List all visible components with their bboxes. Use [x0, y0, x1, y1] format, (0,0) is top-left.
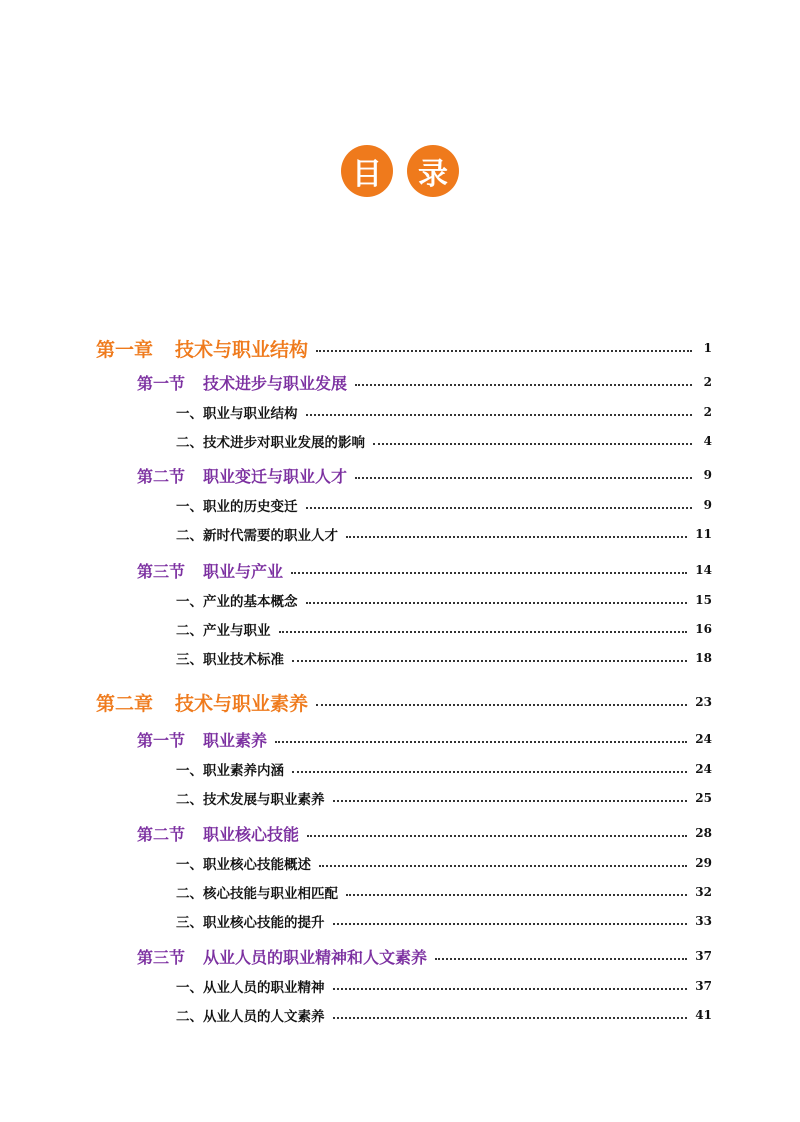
- dot-leader: [306, 507, 693, 509]
- heading-char-circle: 目: [341, 145, 393, 197]
- page-number: 41: [695, 1008, 712, 1022]
- section-title: 技术进步与职业发展: [203, 373, 348, 393]
- toc-section-label: [137, 822, 299, 845]
- toc-item-row[interactable]: [176, 909, 712, 933]
- page-number: 24: [695, 732, 712, 746]
- page-number: 9: [703, 468, 712, 482]
- toc-item-label: 三、职业核心技能的提升: [176, 915, 325, 931]
- section-number: 第三节: [137, 561, 186, 581]
- section-number: 第一节: [137, 730, 186, 750]
- toc-section-label: [137, 464, 347, 487]
- dot-leader: [333, 1017, 688, 1019]
- section-number: 第二节: [137, 824, 186, 844]
- dot-leader: [316, 704, 687, 706]
- toc-item-row[interactable]: [176, 880, 712, 904]
- toc-section-label: [137, 945, 427, 968]
- dot-leader: [306, 414, 693, 416]
- page-number: 32: [695, 885, 712, 899]
- toc-item-label: 二、技术进步对职业发展的影响: [176, 435, 365, 451]
- toc-section-row[interactable]: [137, 944, 712, 968]
- toc-item-label: 一、职业核心技能概述: [176, 857, 311, 873]
- dot-leader: [292, 660, 687, 662]
- section-title: 从业人员的职业精神和人文素养: [203, 947, 428, 967]
- toc-item-row[interactable]: [176, 646, 712, 670]
- heading-char-circle: 录: [407, 145, 459, 197]
- dot-leader: [306, 602, 688, 604]
- page-number: 14: [695, 563, 712, 577]
- dot-leader: [346, 894, 687, 896]
- toc-item-label: 一、职业与职业结构: [176, 406, 298, 422]
- toc-section-row[interactable]: [137, 463, 712, 487]
- dot-leader: [307, 835, 687, 837]
- dot-leader: [435, 958, 687, 960]
- toc-chapter-label: [96, 335, 308, 362]
- section-title: 职业素养: [203, 730, 268, 750]
- dot-leader: [333, 800, 688, 802]
- toc-section-row[interactable]: [137, 558, 712, 582]
- page-number: 33: [695, 914, 712, 928]
- chapter-number: 第一章: [96, 338, 154, 361]
- page-number: 28: [695, 826, 712, 840]
- toc-item-label: 二、从业人员的人文素养: [176, 1009, 325, 1025]
- toc-item-label: 一、职业的历史变迁: [176, 499, 298, 515]
- toc-item-label: 二、新时代需要的职业人才: [176, 528, 338, 544]
- chapter-number: 第二章: [96, 692, 154, 715]
- page-number: 18: [695, 651, 712, 665]
- toc-section-row[interactable]: [137, 821, 712, 845]
- toc-item-row[interactable]: [176, 974, 712, 998]
- toc-item-row[interactable]: [176, 1003, 712, 1027]
- dot-leader: [373, 443, 692, 445]
- page-number: 23: [695, 695, 712, 709]
- page-number: 1: [703, 341, 712, 355]
- page-number: 25: [695, 791, 712, 805]
- dot-leader: [355, 477, 692, 479]
- toc-item-label: 一、从业人员的职业精神: [176, 980, 325, 996]
- page-number: 29: [695, 856, 712, 870]
- dot-leader: [279, 631, 688, 633]
- section-number: 第二节: [137, 466, 186, 486]
- toc-section-row[interactable]: [137, 370, 712, 394]
- dot-leader: [316, 350, 692, 352]
- page-number: 24: [695, 762, 712, 776]
- toc-section-label: [137, 559, 283, 582]
- toc-section-row[interactable]: [137, 727, 712, 751]
- page-number: 2: [703, 375, 712, 389]
- toc-item-label: 三、职业技术标准: [176, 652, 284, 668]
- toc-item-row[interactable]: [176, 617, 712, 641]
- dot-leader: [355, 384, 692, 386]
- dot-leader: [291, 572, 687, 574]
- toc-chapter-row[interactable]: [96, 336, 712, 360]
- page-number: 37: [695, 979, 712, 993]
- page-number: 4: [703, 434, 712, 448]
- toc-chapter-row[interactable]: [96, 690, 712, 714]
- toc-section-label: [137, 728, 267, 751]
- page-number: 9: [703, 498, 712, 512]
- section-number: 第三节: [137, 947, 186, 967]
- dot-leader: [346, 536, 687, 538]
- toc-item-row[interactable]: [176, 851, 712, 875]
- toc-item-label: 一、职业素养内涵: [176, 763, 284, 779]
- toc-item-label: 一、产业的基本概念: [176, 594, 298, 610]
- page-number: 11: [695, 527, 712, 541]
- toc-item-label: 二、技术发展与职业素养: [176, 792, 325, 808]
- page-number: 16: [695, 622, 712, 636]
- toc-item-row[interactable]: [176, 588, 712, 612]
- chapter-title: 技术与职业素养: [175, 692, 309, 715]
- toc-item-row[interactable]: [176, 493, 712, 517]
- toc-item-label: 二、核心技能与职业相匹配: [176, 886, 338, 902]
- toc-item-row[interactable]: [176, 400, 712, 424]
- section-title: 职业变迁与职业人才: [203, 466, 348, 486]
- page-number: 15: [695, 593, 712, 607]
- toc-item-row[interactable]: [176, 786, 712, 810]
- toc-item-label: 二、产业与职业: [176, 623, 271, 639]
- section-title: 职业核心技能: [203, 824, 300, 844]
- toc-chapter-label: [96, 689, 308, 716]
- toc-item-row[interactable]: [176, 757, 712, 781]
- chapter-title: 技术与职业结构: [175, 338, 309, 361]
- dot-leader: [275, 741, 687, 743]
- section-title: 职业与产业: [203, 561, 284, 581]
- page-number: 2: [703, 405, 712, 419]
- dot-leader: [333, 988, 688, 990]
- dot-leader: [292, 771, 687, 773]
- section-number: 第一节: [137, 373, 186, 393]
- toc-section-label: [137, 371, 347, 394]
- toc-item-row[interactable]: [176, 522, 712, 546]
- toc-item-row[interactable]: [176, 429, 712, 453]
- dot-leader: [319, 865, 687, 867]
- page-number: 37: [695, 949, 712, 963]
- dot-leader: [333, 923, 688, 925]
